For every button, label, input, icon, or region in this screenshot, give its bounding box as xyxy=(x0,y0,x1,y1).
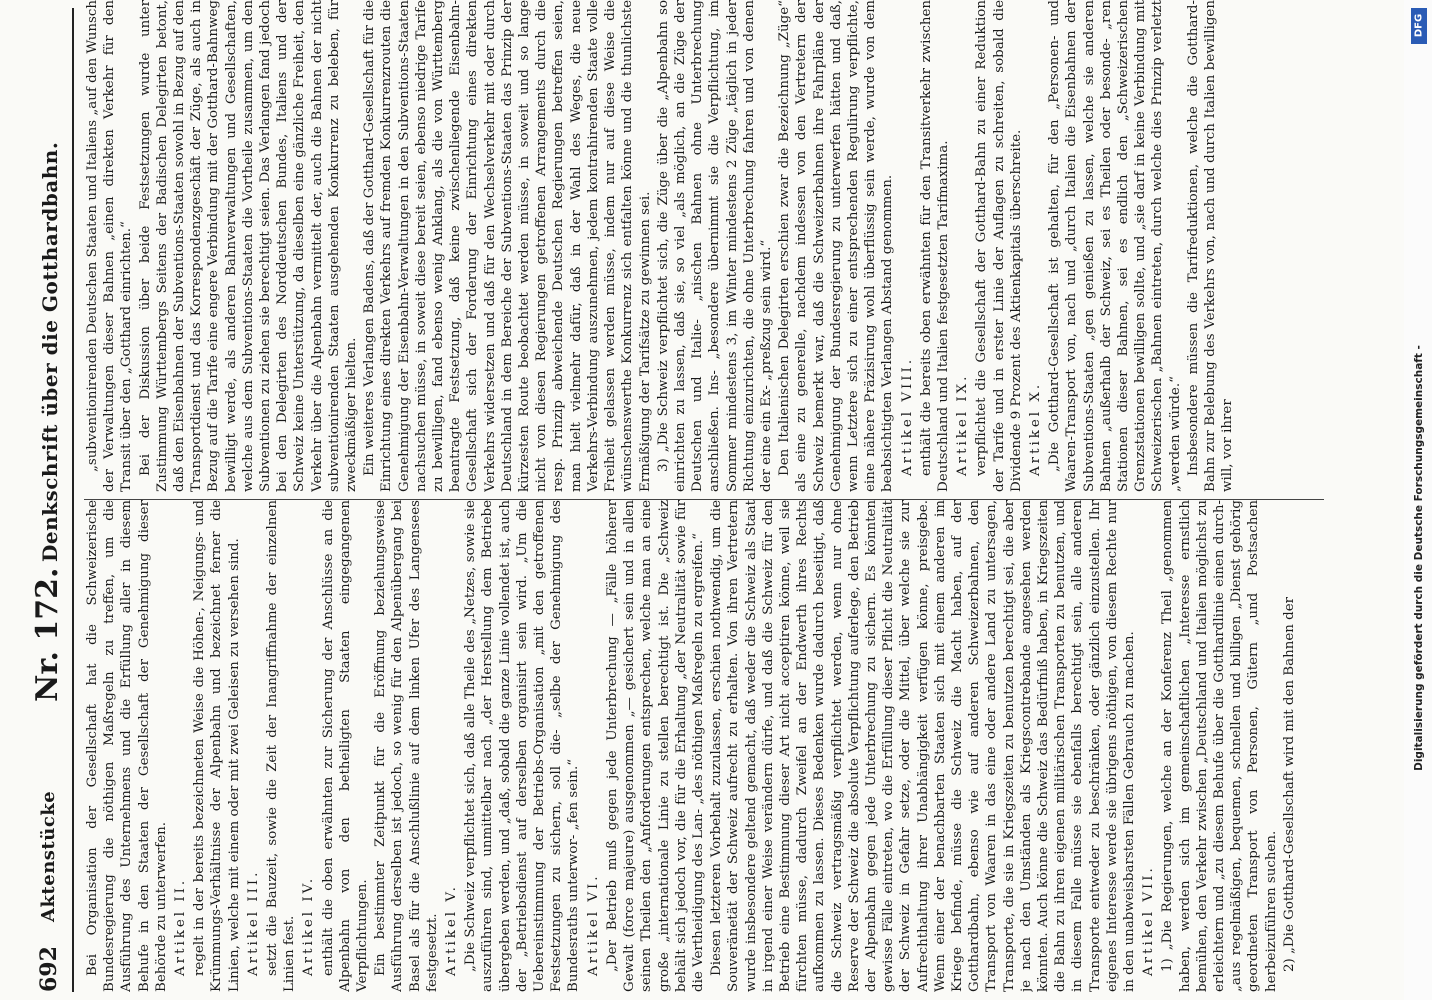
paragraph: „Die Gotthard-Gesellschaft ist gehalten, für den „Personen- und Waaren-Transport von, nach und „durch Italien die Eisenbahnen der Subventions-Staaten „gen genießen zu lassen, welche sie anderen Bahnen „außerhalb der Schweiz, sei es Theilen oder besonde- „ren Stationen dieser Bahnen, sei es endlich den „Schweizerischen Grenzstationen bewilligen sollte, und „sie darf in keine Verbindung mit Schweizerischen „Bahnen eintreten, durch welche dies Prinzip verletzt „werden würde.“ xyxy=(1047,0,1183,492)
paragraph: enthält die oben erwähnten zur Sicherung der Anschlüsse an die Alpenbahn von den betheiligten Staaten eingegangenen Verpflichtungen. xyxy=(320,500,371,992)
article-heading: Artikel II. xyxy=(173,877,189,976)
column-divider xyxy=(84,499,1324,500)
paragraph: „Der Betrieb muß gegen jede Unterbrechung — „Fälle höherer Gewalt (force majeure) ausgenommen „— gesichert sein und in allen seinen Theilen den „Anforderungen entsprechen, welche man an eine große „internationale Linie zu stellen berechtigt ist. Die „Schweiz behält sich jedoch vor, die für die Erhaltung „der Neutralität sowie für die Vertheidigung des Lan- „des nöthigen Maßregeln zu ergreifen.“ xyxy=(604,500,706,992)
paragraph: Bei Organisation der Gesellschaft hat die Schweizerische Bundesregierung die nöthigen Maßregeln zu treffen, um die Ausführung des Unternehmens und die Erfüllung aller in diesem Behufe in den Staaten der Gesellschaft der Genehmigung dieser Behörde zu unterwerfen. xyxy=(85,500,169,992)
text-column-left xyxy=(84,500,1324,992)
article-heading: Artikel V. xyxy=(444,884,460,976)
article-heading: Artikel IX. xyxy=(955,373,971,476)
page-header xyxy=(30,8,70,992)
paragraph: Diesen letzteren Vorbehalt zuzulassen, erschien nothwendig, um die Souveränetät der Schweiz aufrecht zu erhalten. Von ihren Vertretern wurde insbesondere geltend gemacht, daß weder die Schweiz als Staat in irgend einer Weise verändern dürfe, und daß die Schweiz für den Betrieb eine Bestimmung dieser Art nicht acceptiren könne, weil sie fürchten müsse, dadurch Zweifel an der Endwerth ihres Rechts aufkommen zu lassen. Dieses Bedenken wurde dadurch beseitigt, daß die Schweiz vertragsmäßig verpflichtet werden, wenn nur ohne Reserve der Schweiz die absolute Verpflichtung auferlege, den Betrieb der Alpenbahn gegen jede Unterbrechung zu sichern. Es könnten gewisse Fälle eintreten, wo die Erfüllung dieser Pflicht die Neutralität der Schweiz in Gefahr setze, oder die Mittel, über welche sie zur Aufrechthaltung ihrer Unabhängigkeit verfügen könne, preisgebe. Wenn einer der benachbarten Staaten sich mit einem anderen im Kriege befinde, müsse die Schweiz die Macht haben, auf der Gotthardbahn, ebenso wie auf anderen Schweizerbahnen, den Transport von Waaren in das eine oder andere Land zu untersagen, Transporte, die sie in Kriegszeiten zu benutzen berechtigt sei, die aber je nach den Umständen als Kriegscontrebande angesehen werden könnten. Auch könne die Schweiz das Bedürfniß haben, in Kriegszeiten die Bahn zu ihren eigenen militärischen Transporten zu benutzen, und in diesem Falle müsse sie ebenfalls berechtigt sein, alle anderen Transporte entweder zu beschränken, oder gänzlich einzustellen. Ihr eigenes Interesse werde sie übrigens nöthigen, von diesem Rechte nur in den unabweisbarsten Fällen Gebrauch zu machen. xyxy=(709,500,1137,992)
paragraph: regelt in der bereits bezeichneten Weise die Höhen-, Neigungs- und Krümmungs-Verhältnisse der Alpenbahn und bezeichnet ferner die Linien, welche mit einem oder mit zwei Geleisen zu versehen sind. xyxy=(192,500,242,992)
dfg-logo-text: DFG xyxy=(1413,13,1425,38)
text-column-right xyxy=(84,0,1324,492)
paragraph: 1) „Die Regierungen, welche an der Konferenz Theil „genommen haben, werden sich im gemeinschaftlichen „Interesse ernstlich bemühen, den Verkehr zwischen „Deutschland und Italien möglichst zu erleichtern und „zu diesem Behufe über die Gotthardlinie einen durch- „aus regelmäßigen, bequemen, schnellen und billigen „Dienst gehörig geordneten Transport von Personen, Gütern „und Postsachen herbeizuführen suchen. xyxy=(1160,500,1279,992)
paragraph: Ein weiteres Verlangen Badens, daß der Gotthard-Gesellschaft für die Einrichtung eines direkten Verkehrs auf fremden Konkurrenzrouten die Genehmigung der Eisenbahn-Verwaltungen in den Subventions-Staaten nachsuchen müsse, in soweit diese bereit seien, ebenso niedrige Tarife zu bewilligen, fand ebenso wenig Anklang, als die von Württemberg beantragte Festsetzung, daß keine zwischenliegende Eisenbahn-Gesellschaft sich der Forderung der Einrichtung eines direkten Verkehrs widersetzen und daß für den Wechselverkehr mit oder durch Deutschland in dem Bereiche der Subventions-Staaten das Prinzip der kürzesten Route beobachtet werden müsse, in soweit und so lange nicht von diesen Regierungen getroffenen Arrangements durch die resp. Prinzip abweichende Deutschen Regierungen betreffen seien, man hielt vielmehr dafür, daß in der Wahl des Weges, die neue Verkehrs-Verbindung auszunehmen, jedem kontrahirenden Staate volle Freiheit gelassen werden müsse, indem nur auf diese Weise die wünschenswerthe Konkurrenz sich entfalten könne und die thunlichste Ermäßigung der Tarifsätze zu gewinnen sei. xyxy=(362,0,653,492)
paragraph: Bei der Diskussion über beide Festsetzungen wurde unter Zustimmung Württembergs Seitens der Badischen Delegirten betont, daß den Eisenbahnen der Subventions-Staaten sowohl in Bezug auf den Transportdienst und das Korrespondenzgeschäft der Züge, als auch in Bezug auf die Tarife eine engere Verbindung mit der Gotthard-Bahnweg bewilligt werde, als anderen Bahnverwaltungen und Gesellschaften, welche aus dem Subventions-Staaten die Vortheile zusammen, um den Subventionen zu ziehen sie berechtigt seien. Das Verlangen fand jedoch bei den Delegirten des Norddeutschen Bundes, Italiens und der Schweiz keine Unterstützung, da dieselben eine gänzliche Freiheit, den Verkehr über die Alpenbahn vermittelt der, auch die Bahnen der nicht subventionirenden Staaten ausgehenden Konkurrenz zu beleben, für zweckmäßiger hielten. xyxy=(137,0,360,492)
paragraph: Den Italienischen Delegirten erschien zwar die Bezeichnung „Züge“ als eine zu generelle, nachdem indessen von den Vertretern der Schweiz bemerkt war, daß die Schweizerbahnen ihre Fahrpläne der Genehmigung der Bundesregierung zu unterwerfen hätten und daß, wenn Letztere sich zu einer entsprechenden Regulirung verpflichte, eine nähere Präzisirung wohl überflüssig sein werde, wurde von dem beabsichtigten Verlangen Abstand genommen. xyxy=(777,0,896,492)
paragraph: Ein bestimmter Zeitpunkt für die Eröffnung beziehungsweise Ausführung derselben ist jedoch, so wenig für den Alpenübergang bei Basel als für die Anschlußlinie auf dem linken Ufer des Langensees festgesetzt. xyxy=(373,500,440,992)
article-heading: Artikel VII. xyxy=(1141,865,1157,976)
paragraph: 3) „Die Schweiz verpflichtet sich, die Züge über die „Alpenbahn so einrichten zu lassen, daß sie, so viel „als möglich, an die Züge der Deutschen und Italie- „nischen Bahnen ohne Unterbrechung anschließen. Ins- „besondere übernimmt sie die Verpflichtung, im Sommer mindestens 3, im Winter mindestens 2 Züge „täglich in jeder Richtung einzurichten, die ohne Unterbrechung fahren und von denen der eine ein Ex- „preßzug sein wird.“ xyxy=(655,0,774,492)
article-heading: Artikel X. xyxy=(1027,381,1043,476)
paragraph: verpflichtet die Gesellschaft der Gotthard-Bahn zu einer Reduktion der Tarife und in erster Linie der Auflagen zu schreiten, sobald die Dividende 9 Prozent des Aktienkapitals überschreite. xyxy=(974,0,1024,492)
article-heading: Artikel III. xyxy=(245,869,261,976)
paragraph: „subventionirenden Deutschen Staaten und Italiens „auf den Wunsch der Verwaltungen dieser Bahnen „einen direkten Verkehr für den Transit über den „Gotthard einrichten.“ xyxy=(85,0,135,492)
paragraph: enthält die bereits oben erwähnten für den Transitverkehr zwischen Deutschland und Italien festgesetzten Tarifmaxima. xyxy=(918,0,951,492)
header-rule xyxy=(72,8,74,992)
article-heading: Artikel VI. xyxy=(585,873,601,976)
dfg-logo xyxy=(1411,8,1427,44)
header-left-title: Aktenstücke xyxy=(38,790,59,922)
article-heading: Artikel VIII. xyxy=(899,356,915,476)
header-right-title: Denkschrift über die Gotthardbahn. xyxy=(38,141,62,562)
document-number: Nr. 172. xyxy=(30,567,65,702)
paragraph: setzt die Bauzeit, sowie die Zeit der Inangriffnahme der einzelnen Linien fest. xyxy=(265,500,298,992)
paragraph: Insbesondere müssen die Tarifreduktionen, welche die Gotthard-Bahn zur Belebung des Verkehrs von, nach und durch Italien bewilligen will, vor ihrer xyxy=(1185,0,1236,492)
digitization-note-text: Digitalisierung gefördert durch die Deutsche Forschungsgemeinschaft - xyxy=(1413,345,1425,771)
paragraph: „Die Schweiz verpflichtet sich, daß alle Theile des „Netzes, sowie sie auszuführen sind, unmittelbar nach „der Herstellung dem Betriebe übergeben werden, und „daß, sobald die ganze Linie vollendet ist, auch der „Betriebsdienst auf derselben organisirt sein wird. „Um die Uebereinstimmung der Betriebs-Organisation „mit den getroffenen Festsetzungen zu sichern, soll die- „selbe der Genehmigung des Bundesraths unterwor- „fen sein.“ xyxy=(463,500,582,992)
article-heading: Artikel IV. xyxy=(301,875,317,976)
page-number: 692 xyxy=(36,946,62,992)
paragraph: 2) „Die Gotthard-Gesellschaft wird mit den Bahnen der xyxy=(1281,596,1297,972)
